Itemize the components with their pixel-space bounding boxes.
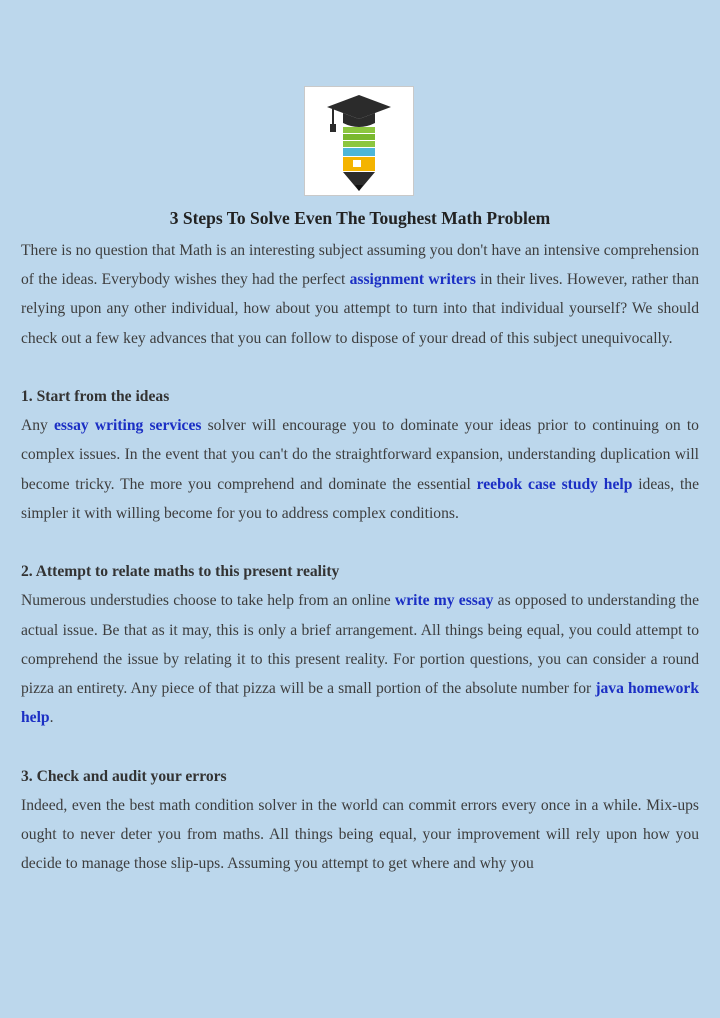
text-run: solver will encourage you to dominate your ideas prior to continuing on to complex issues. In the event that you can't do the straightforward expansion, understanding duplication will become tricky. The more you comprehend and dominate the essential	[21, 417, 699, 493]
link-reebok-case-study-help[interactable]: reebok case study help	[476, 475, 633, 493]
link-write-my-essay[interactable]: write my essay	[394, 592, 494, 610]
section-3-heading: 3. Check and audit your errors	[21, 767, 227, 785]
text-run: Indeed, even the best math condition solver in the world can commit errors every once in a while. Mix-ups ought to never deter you from maths. All things being equal, your improvement will rely upon how you decide to manage those slip-ups. Assuming you attempt to get where and why you	[21, 796, 699, 873]
link-assignment-writers[interactable]: assignment writers	[349, 271, 476, 289]
text-run: in their lives. However, rather than relying upon any other individual, how about you attempt to turn into that individual yourself? We should check out a few key advances that you can follow to dispose of your dread of this subject unequivocally.	[21, 271, 699, 347]
article-body	[21, 236, 699, 878]
link-essay-writing-services[interactable]: essay writing services	[54, 417, 202, 435]
text-run: .	[49, 709, 54, 727]
page-title: 3 Steps To Solve Even The Toughest Math Problem	[169, 208, 551, 228]
section-1-heading: 1. Start from the ideas	[21, 388, 170, 405]
spacer	[21, 353, 699, 382]
section-2-heading: 2. Attempt to relate maths to this present reality	[21, 563, 340, 581]
logo	[304, 86, 414, 196]
section-3-paragraph	[21, 791, 699, 879]
graduation-cap-pencil-logo-icon	[305, 87, 413, 195]
spacer	[21, 528, 699, 557]
text-run: as opposed to understanding the actual issue. Be that as it may, this is only a brief arrangement. All things being equal, you could attempt to comprehend the issue by relating it to this present reality. For portion questions, you can consider a round pizza an entirety. Any piece of that pizza will be a small portion of the absolute number for	[21, 592, 699, 698]
intro-paragraph	[21, 236, 699, 353]
text-run: Any	[21, 417, 55, 435]
link-java-homework-help[interactable]: java homework help	[21, 680, 700, 727]
section-1-paragraph	[21, 411, 699, 528]
text-run: Numerous understudies choose to take help from an online	[21, 592, 395, 610]
text-run: There is no question that Math is an interesting subject assuming you don't have an intensive comprehension of the ideas. Everybody wishes they had the perfect	[21, 242, 699, 289]
section-2-paragraph	[21, 586, 699, 732]
spacer	[21, 732, 699, 761]
text-run: ideas, the simpler it with willing become for you to address complex conditions.	[21, 475, 700, 522]
